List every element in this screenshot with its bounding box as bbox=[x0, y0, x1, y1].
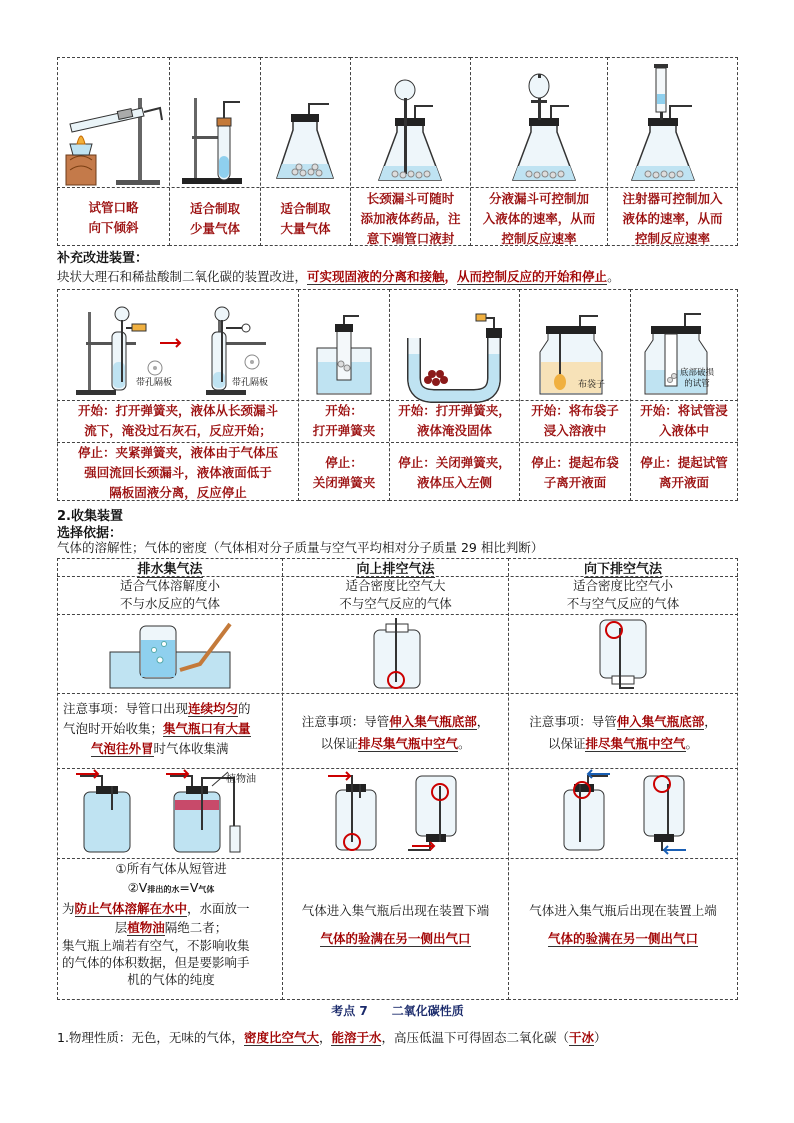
water-trough-icon bbox=[100, 616, 250, 692]
method-upward-air: 向上排空气法 bbox=[356, 562, 435, 577]
upward-displacement-icon bbox=[312, 770, 502, 856]
stop-4: 停止：提起布袋 子离开液面 bbox=[531, 455, 619, 490]
suit-upward: 适合密度比空气大 不与空气反应的气体 bbox=[339, 578, 452, 611]
stop-5: 停止：提起试管 离开液面 bbox=[640, 455, 728, 490]
syringe-flask-icon bbox=[610, 60, 736, 186]
perforated-label-2: 带孔隔板 bbox=[232, 378, 269, 388]
extra-water: ①所有气体从短管进 ②V排出的水=V气体 为防止气体溶解在水中，水面放一 层植物油隔绝二者； 集气瓶上端若有空气，不影响收集 的气体的体积数据，但是要影响手 机的气体的纯度 bbox=[62, 861, 250, 987]
extra-upward: 气体进入集气瓶后出现在装置下端 气体的验满在另一侧出气口 bbox=[301, 903, 490, 946]
caption-1: 试管口略 向下倾斜 bbox=[88, 200, 139, 235]
stop-3: 停止：关闭弹簧夹， 液体压入左侧 bbox=[398, 455, 511, 490]
collect-heading: 2.收集装置 bbox=[57, 509, 123, 524]
long-neck-funnel-flask-icon bbox=[353, 60, 469, 186]
test-tube-apparatus-icon bbox=[172, 60, 258, 186]
cloth-bag-label: 布袋子 bbox=[578, 380, 606, 390]
stop-1: 停止：夹紧弹簧夹，液体由于气体压 强回流回长颈漏斗，液体液面低于 隔板固液分离，反应停止 bbox=[77, 445, 278, 500]
basis-text: 气体的溶解性；气体的密度（气体相对分子质量与空气平均相对分子质量 29 相比判断） bbox=[57, 540, 544, 555]
note-downward: 注意事项：导管伸入集气瓶底部， 以保证排尽集气瓶中空气。 bbox=[529, 714, 717, 751]
broken-tube-label: 底部破损 的试管 bbox=[680, 368, 715, 389]
beaker-small-apparatus-icon bbox=[301, 292, 387, 398]
oil-label: 植物油 bbox=[226, 774, 256, 785]
start-3: 开始：打开弹簧夹， 液体淹没固体 bbox=[398, 403, 511, 438]
u-tube-apparatus-icon bbox=[392, 292, 518, 398]
stop-2: 停止： 关闭弹簧夹 bbox=[312, 455, 376, 490]
method-water: 排水集气法 bbox=[137, 562, 203, 577]
separatory-funnel-flask-icon bbox=[473, 60, 606, 186]
suit-downward: 适合密度比空气小 不与空气反应的气体 bbox=[566, 578, 680, 611]
caption-4: 长颈漏斗可随时 添加液体药品，注 意下端管口液封 bbox=[360, 191, 461, 246]
caption-6: 注射器可控制加入 液体的速率，从而 控制反应速率 bbox=[622, 191, 723, 246]
kd7-title: 考点 7 二氧化碳性质 bbox=[331, 1004, 464, 1018]
extra-downward: 气体进入集气瓶后出现在装置上端 气体的验满在另一侧出气口 bbox=[529, 903, 717, 946]
caption-5: 分液漏斗可控制加 入液体的速率，从而 控制反应速率 bbox=[482, 191, 596, 246]
improve-heading: 补充改进装置： bbox=[57, 251, 149, 266]
start-1: 开始：打开弹簧夹，液体从长颈漏斗 流下，淹没过石灰石，反应开始； bbox=[77, 403, 278, 438]
upward-bottle-icon bbox=[360, 616, 440, 692]
solid-heating-apparatus-icon bbox=[60, 60, 168, 186]
method-downward-air: 向下排空气法 bbox=[583, 562, 662, 577]
cloth-bag-apparatus-icon bbox=[522, 292, 628, 398]
improve-intro: 块状大理石和稀盐酸制二氧化碳的装置改进，可实现固液的分离和接触，从而控制反应的开始和停止。 bbox=[57, 269, 620, 284]
start-4: 开始：将布袋子 浸入溶液中 bbox=[531, 403, 619, 438]
perforated-label-1: 带孔隔板 bbox=[136, 378, 173, 388]
caption-2: 适合制取 少量气体 bbox=[189, 201, 240, 236]
note-upward: 注意事项：导管伸入集气瓶底部， 以保证排尽集气瓶中空气。 bbox=[301, 714, 490, 751]
start-5: 开始：将试管浸 入液体中 bbox=[640, 403, 728, 438]
suit-water: 适合气体溶解度小 不与水反应的气体 bbox=[119, 578, 220, 611]
downward-displacement-icon bbox=[540, 770, 730, 856]
flask-apparatus-icon bbox=[263, 60, 349, 186]
basis-title: 选择依据： bbox=[57, 526, 123, 541]
physical-properties: 1.物理性质：无色，无味的气体，密度比空气大，能溶于水，高压低温下可得固态二氧化碳（干冰） bbox=[57, 1030, 607, 1045]
start-2: 开始： 打开弹簧夹 bbox=[312, 403, 376, 438]
note-water: 注意事项：导管口出现连续均匀的 气泡时开始收集；集气瓶口有大量 气泡往外冒时气体收集满 bbox=[63, 701, 251, 756]
caption-3: 适合制取 大量气体 bbox=[280, 201, 331, 236]
downward-bottle-icon bbox=[590, 616, 670, 692]
